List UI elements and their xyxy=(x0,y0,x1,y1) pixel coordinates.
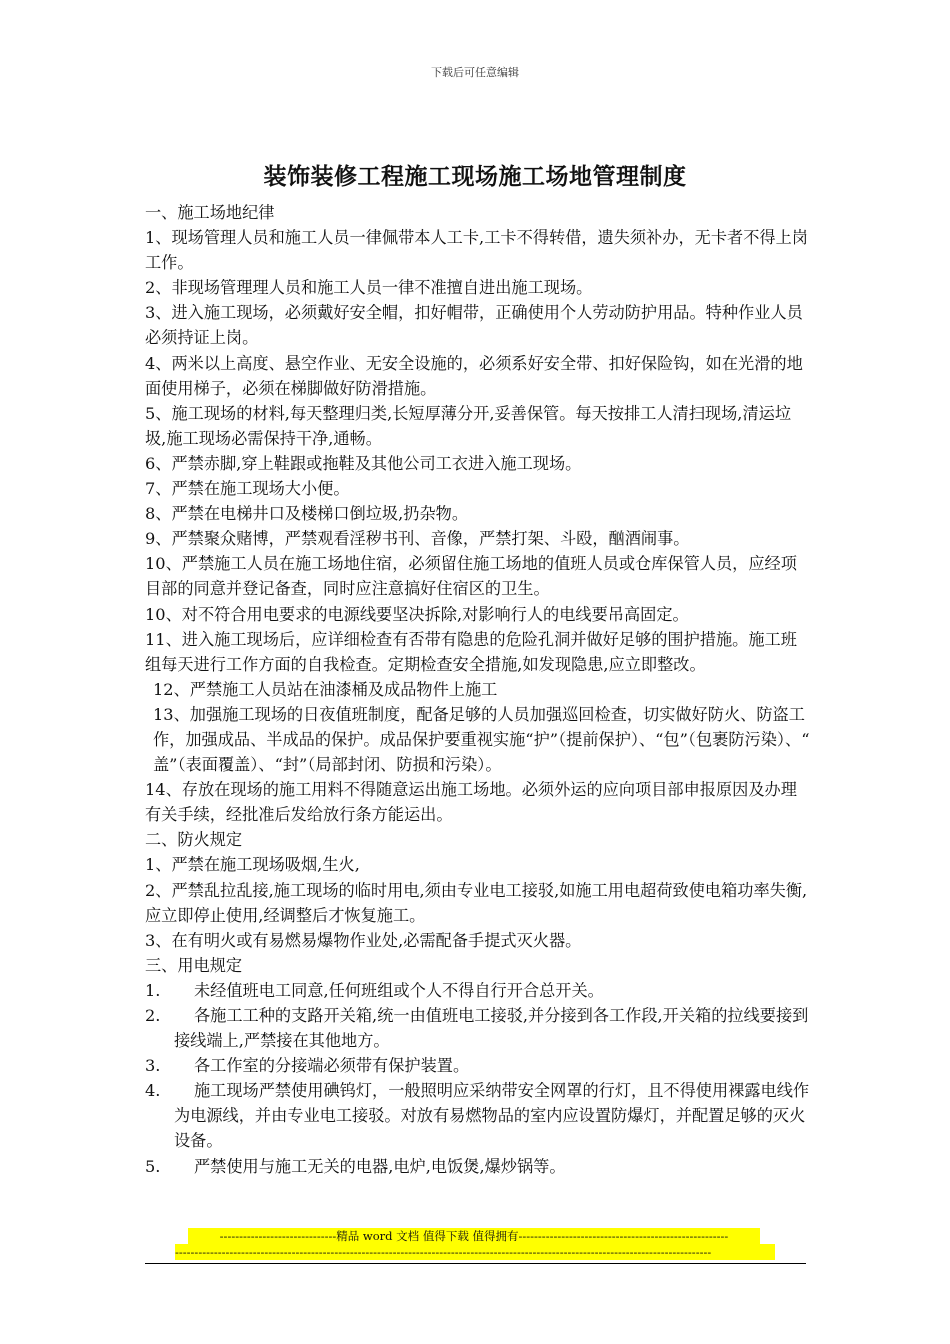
paragraph: 3、进入施工现场，必须戴好安全帽，扣好帽带，正确使用个人劳动防护用品。特种作业人员必须持证上岗。 xyxy=(145,303,803,348)
item-number: 5. xyxy=(145,1156,161,1176)
paragraph: 2、严禁乱拉乱接,施工现场的临时用电,须由专业电工接驳,如施工用电超荷致使电箱功率失衡,应立即停止使用,经调整后才恢复施工。 xyxy=(145,880,808,925)
item-number: 2. xyxy=(145,1006,161,1025)
numbered-item xyxy=(145,1154,810,1179)
numbered-item xyxy=(145,1078,810,1153)
paragraph: 7、严禁在施工现场大小便。 xyxy=(145,479,350,499)
paragraph: 3、在有明火或有易燃易爆物作业处,必需配备手提式灭火器。 xyxy=(145,930,582,950)
section-heading: 三、用电规定 xyxy=(145,955,243,975)
paragraph: 14、存放在现场的施工用料不得随意运出施工场地。必须外运的应向项目部申报原因及办理有关手续，经批准后发给放行条方能运出。 xyxy=(145,780,797,825)
item-number: 1. xyxy=(145,980,161,1000)
footer-highlight-line: ------------------------------精品 word 文档 值得下载 值得拥有------------------------------------------------------ xyxy=(188,1228,760,1244)
document-title: 装饰装修工程施工现场施工场地管理制度 xyxy=(263,163,687,190)
footer-dash-line: ------------------------------------------------------------------------------------------------------------------------------------------ xyxy=(175,1244,775,1260)
paragraph: 6、严禁赤脚,穿上鞋跟或拖鞋及其他公司工衣进入施工现场。 xyxy=(145,453,582,473)
paragraph: 9、严禁聚众赌博，严禁观看淫秽书刊、音像，严禁打架、斗殴，酗酒闹事。 xyxy=(145,529,690,549)
paragraph: 5、施工现场的材料,每天整理归类,长短厚薄分开,妥善保管。每天按排工人清扫现场,清运垃圾,施工现场必需保持干净,通畅。 xyxy=(145,403,792,448)
item-text: 未经值班电工同意,任何班组或个人不得自行开合总开关。 xyxy=(194,980,604,1000)
item-text: 各工作室的分接端必须带有保护装置。 xyxy=(194,1056,470,1076)
numbered-item xyxy=(145,978,810,1003)
paragraph: 11、进入施工现场后，应详细检查有否带有隐患的危险孔洞并做好足够的围护措施。施工班组每天进行工作方面的自我检查。定期检查安全措施,如发现隐患,应立即整改。 xyxy=(145,629,797,674)
paragraph: 10、对不符合用电要求的电源线要坚决拆除,对影响行人的电线要吊高固定。 xyxy=(145,604,689,624)
numbered-item xyxy=(145,1053,810,1078)
document-body xyxy=(145,200,826,1179)
paragraph: 13、加强施工现场的日夜值班制度，配备足够的人员加强巡回检查，切实做好防火、防盗工作，加强成品、半成品的保护。成品保护要重视实施“护”（提前保护）、“包”（包裹防污染）、“ 盖”（表面覆盖）、“封”（局部封闭、防损和污染）。 xyxy=(153,704,826,775)
paragraph: 4、两米以上高度、悬空作业、无安全设施的，必须系好安全带、扣好保险钩，如在光滑的地面使用梯子，必须在梯脚做好防滑措施。 xyxy=(145,353,803,398)
item-text: 各施工工种的支路开关箱,统一由值班电工接驳,并分接到各工作段,开关箱的拉线要接到接线端上,严禁接在其他地方。 xyxy=(174,1006,809,1051)
numbered-item xyxy=(145,1003,810,1053)
paragraph: 1、严禁在施工现场吸烟,生火, xyxy=(145,855,360,875)
item-number: 4. xyxy=(145,1081,161,1101)
section-heading: 二、防火规定 xyxy=(145,830,243,850)
paragraph: 8、严禁在电梯井口及楼梯口倒垃圾,扔杂物。 xyxy=(145,504,469,524)
paragraph: 1、现场管理人员和施工人员一律佩带本人工卡,工卡不得转借，遗失须补办，无卡者不得上岗工作。 xyxy=(145,228,808,273)
header-note: 下载后可任意编辑 xyxy=(431,66,519,79)
paragraph: 2、非现场管理理人员和施工人员一律不准擅自进出施工现场。 xyxy=(145,278,593,298)
item-number: 3. xyxy=(145,1056,161,1076)
footer-divider xyxy=(145,1263,806,1264)
paragraph: 10、严禁施工人员在施工场地住宿，必须留住施工场地的值班人员或仓库保管人员，应经项目部的同意并登记备查，同时应注意搞好住宿区的卫生。 xyxy=(145,554,797,599)
paragraph: 12、严禁施工人员站在油漆桶及成品物件上施工 xyxy=(153,679,498,699)
item-text: 严禁使用与施工无关的电器,电炉,电饭煲,爆炒锅等。 xyxy=(194,1156,566,1176)
section-heading: 一、施工场地纪律 xyxy=(145,203,275,222)
item-text: 施工现场严禁使用碘钨灯，一般照明应采纳带安全网罩的行灯，且不得使用裸露电线作为电源线，并由专业电工接驳。对放有易燃物品的室内应设置防爆灯，并配置足够的灭火设备。 xyxy=(174,1081,810,1151)
